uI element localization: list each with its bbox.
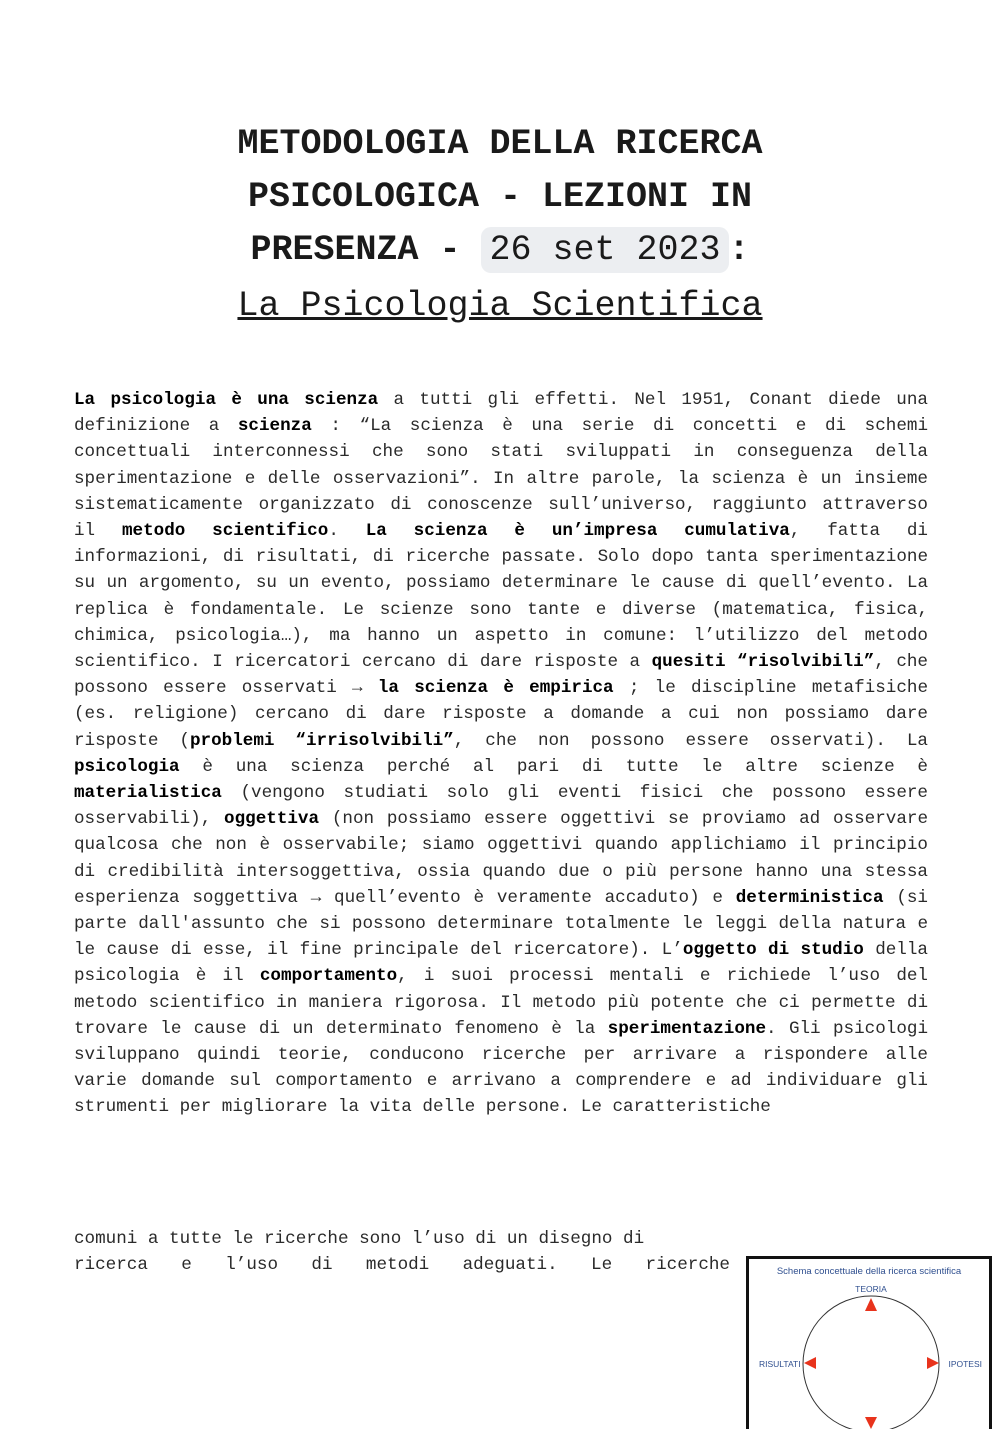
bold-span: metodo scientifico [121, 521, 329, 542]
arrow-right-icon [927, 1357, 939, 1369]
title-line-3-suffix: : [728, 230, 750, 270]
body-tail [74, 1226, 730, 1278]
text-span: della psicologia è il [74, 940, 928, 987]
bold-span: La psicologia è una scienza [74, 390, 379, 410]
figure-title: Schema concettuale della ricerca scientifica [776, 1266, 962, 1277]
arrow-left-icon [804, 1357, 816, 1369]
text-span: , che non possono essere osservati). La [453, 730, 928, 751]
bold-span: problemi “irrisolvibili” [189, 730, 454, 751]
text-span: , i suoi processi mentali e richiede l’uso del metodo scientifico in maniera rigorosa. Il metodo più potente che ci permette di trovare le cause di un determinato fenomeno è la [74, 966, 928, 1039]
tail-line-2: ricerca e l’uso di metodi adeguati. Le ricerche [74, 1255, 730, 1276]
bold-span: quesiti “risolvibili” [651, 652, 875, 673]
body-paragraph [74, 387, 928, 1121]
document-title [60, 118, 940, 277]
text-span: a tutti gli effetti. Nel 1951, Conant diede una definizione a [74, 390, 928, 437]
arrow-down-icon [865, 1417, 877, 1429]
title-line-3 [60, 224, 940, 277]
text-span: (non possiamo essere oggettivi se proviamo ad osservare qualcosa che non è osservabile; siamo oggettivi quando applichiamo il principio di credibilità intersoggettiva, ossia quando due o più persone hanno una stessa esperienza soggettiva → quell’evento è veramente accaduto) e [74, 809, 929, 908]
document-subtitle: La Psicologia Scientifica [237, 286, 763, 326]
label-ipotesi: IPOTESI [948, 1359, 982, 1369]
arrow-up-icon [865, 1298, 877, 1311]
bold-span: sperimentazione [607, 1018, 767, 1039]
bold-span: deterministica [735, 887, 884, 908]
cycle-circle [803, 1296, 939, 1429]
text-span: . [328, 521, 366, 542]
text-span: , che possono essere osservati → [74, 652, 928, 699]
text-span: ; le discipline metafisiche (es. religione) cercano di dare risposte a domande a cui non possiamo dare risposte ( [74, 678, 929, 751]
tail-line-1: comuni a tutte le ricerche sono l’uso di un disegno di [74, 1229, 645, 1249]
bold-span: La scienza è un’impresa cumulativa [365, 521, 790, 542]
research-cycle-diagram [749, 1259, 989, 1429]
label-teoria: TEORIA [855, 1284, 887, 1294]
text-span: , fatta di informazioni, di risultati, di ricerche passate. Solo dopo tanta sperimentazione su un argomento, su un evento, possiamo determinare le cause di quell’evento. La replica è fondamentale. Le scienze sono tante e diverse (matematica, fisica, chimica, psicologia…), ma hanno un aspetto in comune: l’utilizzo del metodo scientifico. I ricercatori cercano di dare risposte a [74, 521, 928, 673]
bold-span: oggettiva [224, 809, 320, 830]
bold-span: comportamento [259, 966, 398, 987]
bold-span: oggetto di studio [682, 940, 864, 961]
text-span: (vengono studiati solo gli eventi fisici che possono essere osservabili), [74, 783, 928, 830]
text-span: : “La scienza è una serie di concetti e di schemi concettuali interconnessi che sono stati sviluppati in conseguenza della sperimentazione e delle osservazioni”. In altre parole, la scienza è un insieme sistematicamente organizzato di conoscenze sull’universo, raggiunto attraverso il [74, 416, 928, 542]
bold-span: scienza [237, 416, 312, 437]
bold-span: la scienza è empirica [377, 678, 614, 699]
text-span: . Gli psicologi sviluppano quindi teorie, conducono ricerche per arrivare a rispondere alle varie domande sul comportamento e arrivano a comprendere e ad individuare gli strumenti per migliorare la vita delle persone. Le caratteristiche [74, 1018, 929, 1118]
label-risultati: RISULTATI [759, 1359, 801, 1369]
text-span: (si parte dall'assunto che si possono determinare totalmente le leggi della natura e le cause di esse, il fine principale del ricercatore). L’ [74, 887, 928, 961]
title-line-1: METODOLOGIA DELLA RICERCA [237, 124, 763, 164]
title-line-2: PSICOLOGICA - LEZIONI IN [247, 177, 753, 217]
bold-span: psicologia [74, 756, 180, 777]
date-chip[interactable]: 26 set 2023 [481, 227, 728, 273]
title-line-3-prefix: PRESENZA - [250, 230, 482, 270]
research-cycle-figure [746, 1256, 992, 1429]
text-span: è una scienza perché al pari di tutte le altre scienze è [179, 756, 928, 777]
bold-span: materialistica [74, 783, 222, 804]
